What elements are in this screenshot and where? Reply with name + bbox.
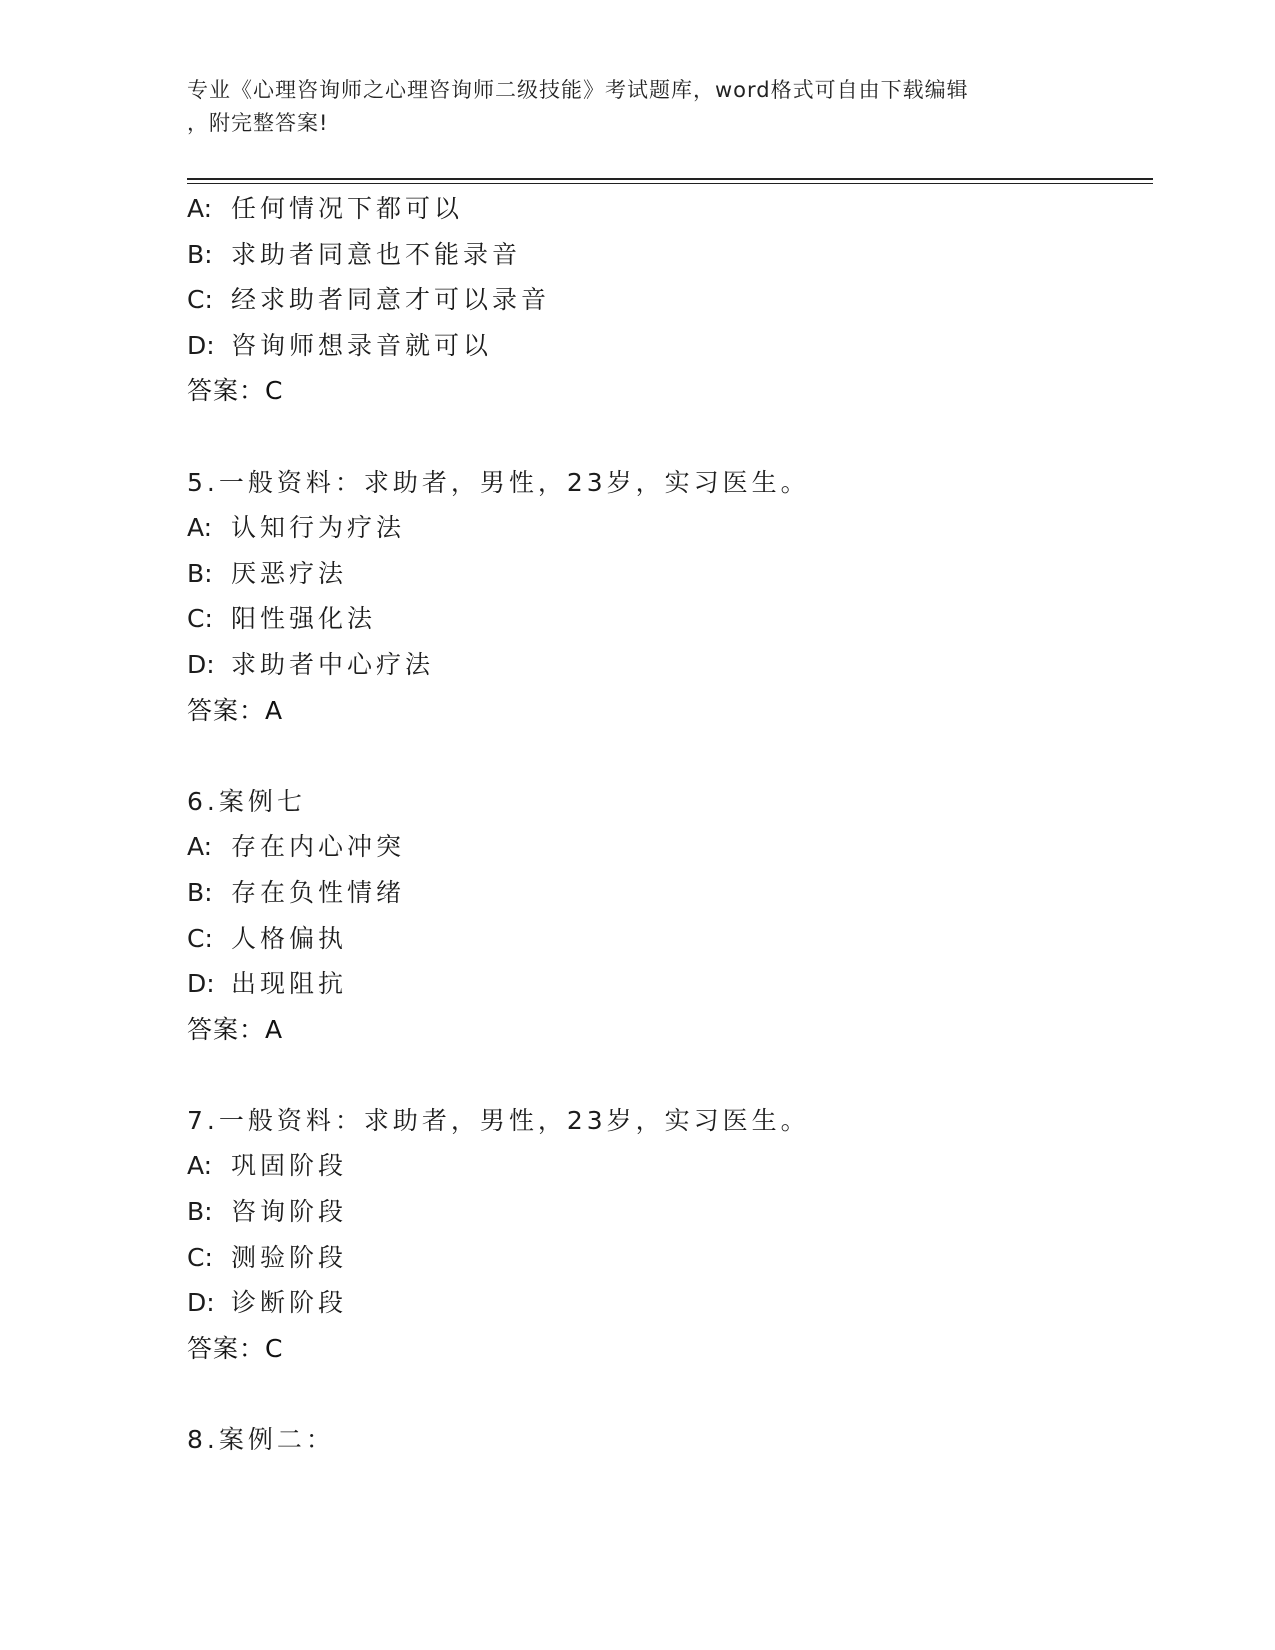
option-letter: D: [187,969,215,999]
option-text: 求助者同意也不能录音 [231,239,522,269]
option-text: 存在负性情绪 [231,877,406,907]
option-letter: B: [187,877,213,907]
option-letter: C: [187,923,213,953]
option-text: 认知行为疗法 [231,513,406,543]
option-letter: A: [187,832,213,862]
block-spacer [187,1371,1147,1417]
option-text: 测验阶段 [231,1242,348,1272]
option-letter: D: [187,649,215,679]
option-text: 咨询阶段 [231,1197,348,1227]
block-spacer [187,733,1147,779]
header-divider-thin [187,183,1153,184]
option-row [187,186,1147,232]
question-block [187,186,1147,460]
document-header [187,74,1067,140]
option-text: 厌恶疗法 [231,558,348,588]
option-letter: C: [187,285,213,315]
option-row [187,824,1147,870]
block-spacer [187,414,1147,460]
answer-text: 答案：A [187,695,284,725]
option-row [187,596,1147,642]
question-block [187,779,1147,1098]
option-letter: A: [187,194,213,223]
option-row [187,642,1147,688]
option-row [187,1143,1147,1189]
question-text: 7.一般资料：求助者，男性，23岁，实习医生。 [187,1105,810,1135]
question-text: 5.一般资料：求助者，男性，23岁，实习医生。 [187,467,810,497]
option-letter: B: [187,558,213,588]
option-row [187,323,1147,369]
header-title-line-2: ，附完整答案! [187,111,329,135]
option-letter: D: [187,330,215,360]
option-text: 求助者中心疗法 [231,649,435,679]
option-letter: A: [187,513,213,543]
option-text: 经求助者同意才可以录音 [231,285,551,315]
question-block [187,460,1147,779]
option-text: 巩固阶段 [231,1151,348,1181]
option-row [187,232,1147,278]
option-row [187,961,1147,1007]
question-list [187,186,1147,1463]
option-text: 出现阻抗 [231,969,348,999]
answer-text: 答案：C [187,1333,284,1363]
option-text: 存在内心冲突 [231,832,406,862]
option-text: 诊断阶段 [231,1288,348,1318]
option-row [187,1235,1147,1281]
option-text: 人格偏执 [231,923,348,953]
block-spacer [187,1052,1147,1098]
option-row [187,1189,1147,1235]
option-text: 咨询师想录音就可以 [231,330,493,360]
option-row [187,551,1147,597]
option-letter: B: [187,239,213,269]
option-text: 任何情况下都可以 [231,194,464,223]
question-text: 6.案例七 [187,786,306,816]
option-row [187,505,1147,551]
question-text: 8.案例二： [187,1425,335,1455]
option-letter: D: [187,1288,215,1318]
option-letter: C: [187,604,213,634]
option-row [187,916,1147,962]
option-letter: A: [187,1151,213,1181]
option-letter: B: [187,1197,213,1227]
question-block [187,1417,1147,1463]
header-divider-thick [187,178,1153,180]
option-row [187,277,1147,323]
option-row [187,1280,1147,1326]
header-title-line-1: 专业《心理咨询师之心理咨询师二级技能》考试题库，word格式可自由下载编辑 [187,78,969,102]
option-letter: C: [187,1242,213,1272]
answer-text: 答案：C [187,376,284,406]
option-row [187,870,1147,916]
question-block [187,1098,1147,1417]
option-text: 阳性强化法 [231,604,377,634]
answer-text: 答案：A [187,1014,284,1044]
